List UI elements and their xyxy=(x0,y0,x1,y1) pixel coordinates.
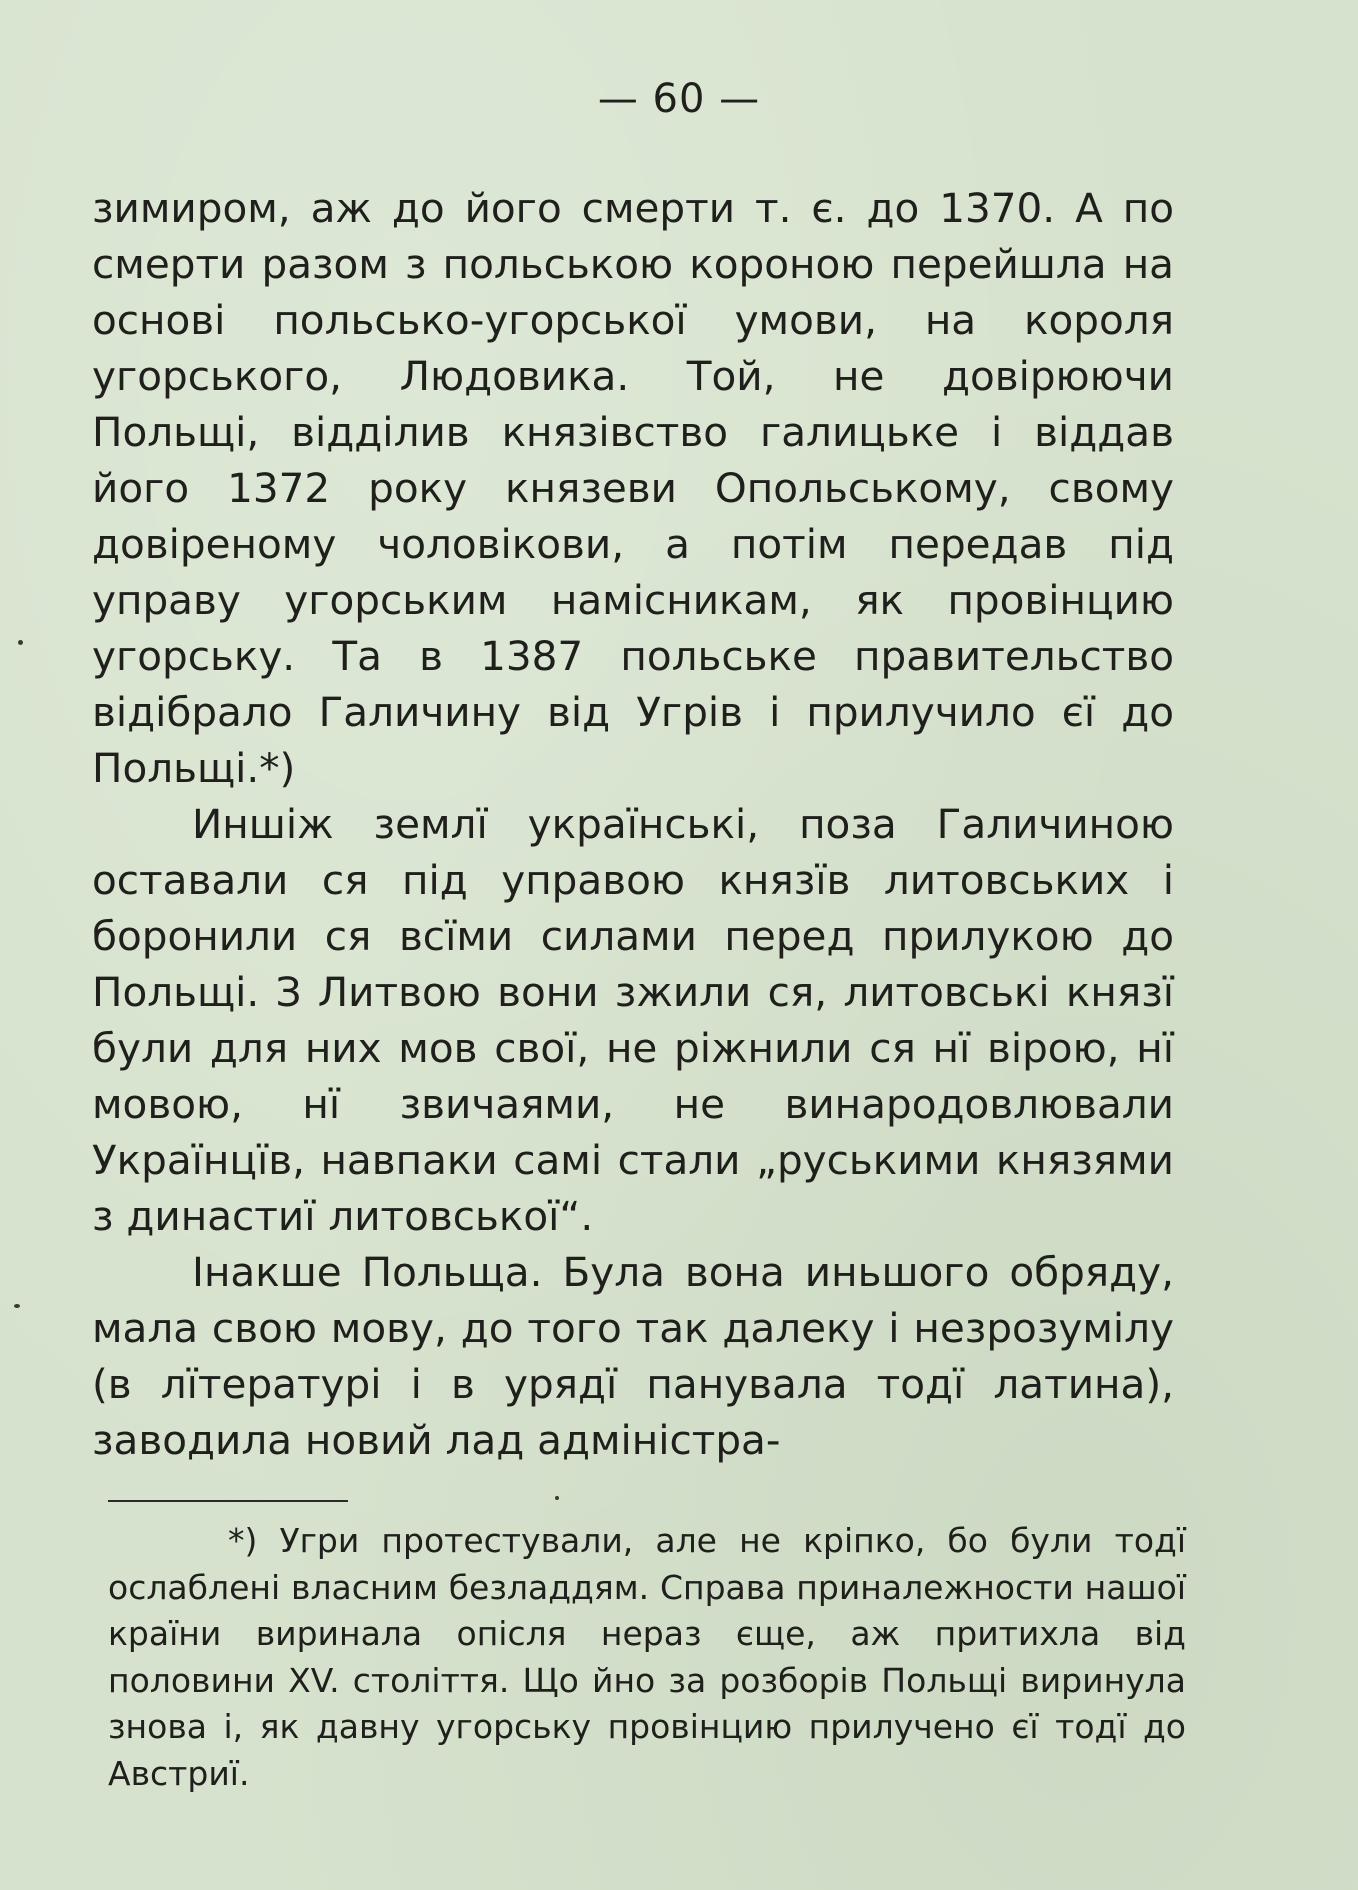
footnote-separator xyxy=(108,1500,348,1502)
paragraph-2: Иншіж землї українські, поза Галичиною оставали ся під управою князїв литовських і боронили ся всїми силами перед прилукою до Польщі. З Литвою вони зжили ся, литовські князї були для них мов свої, не ріжнили ся нї вірою, нї мовою, нї звичаями, не винародовлювали Українцїв, навпаки самі стали „руськими князями з династиї литовської“. xyxy=(92,800,1174,1240)
footnote: *) Угри протестували, але не кріпко, бо були тодї ослаблені власним безладдям. Справа приналежности нашої країни виринала опісля нераз єще, аж притихла від половини XV. століття. Що йно за розборів Польщі виринула знова і, як давну угорську провінцию прилучено єї тодї до Австриї. xyxy=(108,1521,1186,1793)
paragraph-1: зимиром, аж до його смерти т. є. до 1370. А по смерти разом з польською короною перейшла на основі польсько-угорської умови, на короля угорського, Людовика. Той, не довірюючи Польщі, відділив князівство галицьке і віддав його 1372 року князеви Опольському, свому довіреному чоловікови, а потім передав під управу угорським намісникам, як провінцию угорську. Та в 1387 польське правительство відібрало Галичину від Угрів і прилучило єї до Польщі.*) xyxy=(92,184,1174,792)
page-number: — 60 — xyxy=(597,76,761,122)
paper-speck xyxy=(555,1496,559,1500)
paper-speck xyxy=(18,640,23,645)
main-text xyxy=(92,180,1174,1468)
paper-speck xyxy=(14,1304,20,1308)
paragraph-3: Інакше Польща. Була вона иньшого обряду, мала свою мову, до того так далеку і незрозумілу (в лїтературі і в урядї панувала тодї латина), заводила новий лад адміністра- xyxy=(92,1248,1174,1464)
